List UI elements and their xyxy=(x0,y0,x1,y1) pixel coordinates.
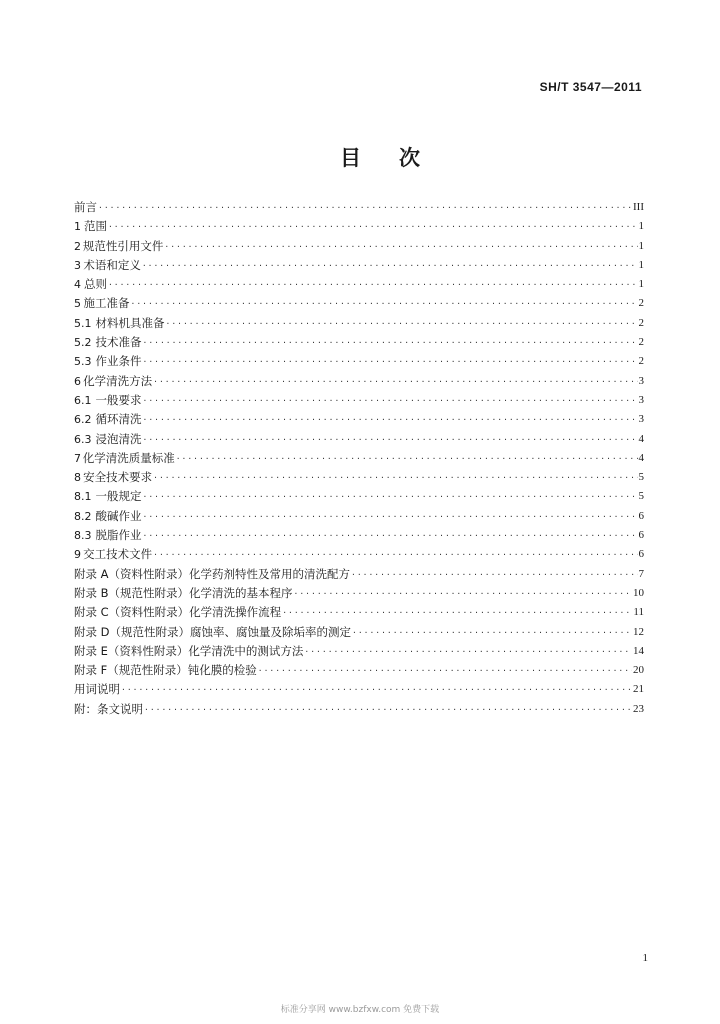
toc-entry-page: 1 xyxy=(638,278,644,291)
toc-entry xyxy=(74,507,644,526)
toc-leader-dots xyxy=(258,661,632,680)
toc-leader-dots xyxy=(153,545,637,564)
toc-entry xyxy=(74,603,644,622)
toc-entry xyxy=(74,642,644,661)
toc-entry-page: 2 xyxy=(638,355,644,368)
toc-entry-label: 附录 B（规范性附录）化学清洗的基本程序 xyxy=(74,585,293,600)
toc-entry-page: 5 xyxy=(638,490,644,503)
toc-entry-page: 6 xyxy=(638,529,644,542)
toc-entry-number: 8.1 xyxy=(74,490,92,504)
toc-leader-dots xyxy=(294,584,632,603)
toc-leader-dots xyxy=(153,372,637,391)
toc-entry-label: 施工准备 xyxy=(83,296,130,311)
toc-entry-page: 2 xyxy=(638,297,644,310)
toc-leader-dots xyxy=(143,487,638,506)
toc-entry-number: 8.3 xyxy=(74,529,92,543)
toc-entry xyxy=(74,565,644,584)
toc-entry xyxy=(74,314,644,333)
toc-entry xyxy=(74,256,644,275)
toc-entry-label: 附录 A（资料性附录）化学药剂特性及常用的清洗配方 xyxy=(74,566,351,581)
toc-entry-number: 2 xyxy=(74,239,81,253)
toc-entry xyxy=(74,333,644,352)
toc-entry-page: 10 xyxy=(633,586,644,599)
toc-leader-dots xyxy=(108,275,638,294)
toc-entry-number: 9 xyxy=(74,548,81,562)
toc-entry-number: 8 xyxy=(74,471,81,485)
toc-leader-dots xyxy=(121,680,632,699)
standard-code: SH/T 3547—2011 xyxy=(539,80,642,94)
toc-entry xyxy=(74,352,644,371)
toc-entry-label: 安全技术要求 xyxy=(83,470,153,485)
page-title xyxy=(0,142,720,172)
toc-entry xyxy=(74,661,644,680)
toc-entry-number: 6 xyxy=(74,374,81,388)
toc-entry-label: 附录 E（资料性附录）化学清洗中的测试方法 xyxy=(74,643,304,658)
toc-entry-page: 2 xyxy=(638,336,644,349)
toc-entry-label: 循环清洗 xyxy=(95,412,142,427)
toc-entry-label: 附录 C（资料性附录）化学清洗操作流程 xyxy=(74,605,282,620)
toc-entry-number: 5.2 xyxy=(74,336,92,350)
toc-entry-page: 6 xyxy=(638,548,644,561)
toc-entry xyxy=(74,449,644,468)
toc-entry xyxy=(74,700,644,719)
toc-entry-label: 一般规定 xyxy=(95,489,142,504)
toc-entry-number: 7 xyxy=(74,451,81,465)
toc-entry-page: 4 xyxy=(638,451,644,464)
toc-entry-label: 化学清洗方法 xyxy=(83,373,153,388)
title-char-1: 目 xyxy=(340,146,361,170)
toc-leader-dots xyxy=(142,256,638,275)
toc-entry xyxy=(74,526,644,545)
toc-entry-label: 交工技术文件 xyxy=(83,547,153,562)
toc-leader-dots xyxy=(351,565,637,584)
toc-entry-page: III xyxy=(633,201,644,213)
title-char-2: 次 xyxy=(399,146,420,170)
toc-entry-number: 1 xyxy=(74,220,81,234)
toc-entry-page: 20 xyxy=(633,664,644,677)
toc-entry xyxy=(74,680,644,699)
toc-entry-number: 6.3 xyxy=(74,432,92,446)
toc-entry-page: 21 xyxy=(633,683,644,696)
toc-leader-dots xyxy=(164,237,637,256)
toc-entry-page: 4 xyxy=(638,432,644,445)
watermark-text: 标准分享网 www.bzfxw.com 免费下载 xyxy=(280,1005,440,1015)
toc-entry xyxy=(74,294,644,313)
toc-leader-dots xyxy=(304,642,632,661)
toc-entry-label: 范围 xyxy=(83,219,107,234)
toc-leader-dots xyxy=(166,314,638,333)
toc-entry-label: 技术准备 xyxy=(95,335,142,350)
toc-leader-dots xyxy=(143,526,638,545)
toc-entry-page: 7 xyxy=(638,567,644,580)
toc-entry-label: 附录 F（规范性附录）钝化膜的检验 xyxy=(74,663,257,678)
toc-entry-page: 14 xyxy=(633,644,644,657)
toc-leader-dots xyxy=(176,449,638,468)
toc-entry-label: 脱脂作业 xyxy=(95,528,142,543)
toc-entry-page: 3 xyxy=(638,374,644,387)
toc-entry xyxy=(74,198,644,217)
toc-entry-number: 5 xyxy=(74,297,81,311)
toc-entry-page: 3 xyxy=(638,413,644,426)
toc-entry-label: 术语和定义 xyxy=(83,257,141,272)
toc-leader-dots xyxy=(143,333,638,352)
toc-entry xyxy=(74,217,644,236)
toc-entry xyxy=(74,237,644,256)
toc-entry-number: 6.2 xyxy=(74,413,92,427)
toc-entry-label: 材料机具准备 xyxy=(95,315,165,330)
toc-entry-label: 规范性引用文件 xyxy=(82,238,164,253)
toc-entry-label: 浸泡清洗 xyxy=(95,431,142,446)
toc-entry xyxy=(74,275,644,294)
toc-leader-dots xyxy=(143,352,638,371)
page-number: 1 xyxy=(642,952,648,964)
toc-leader-dots xyxy=(143,507,638,526)
toc-entry-page: 1 xyxy=(638,258,644,271)
toc-leader-dots xyxy=(143,410,638,429)
toc-entry-page: 11 xyxy=(633,606,644,619)
toc-entry-label: 化学清洗质量标准 xyxy=(82,450,175,465)
toc-entry xyxy=(74,545,644,564)
toc-entry xyxy=(74,468,644,487)
toc-entry-page: 6 xyxy=(638,509,644,522)
toc-entry-label: 作业条件 xyxy=(95,354,142,369)
toc-entry-page: 1 xyxy=(638,239,644,252)
toc-entry-page: 5 xyxy=(638,471,644,484)
toc-entry-page: 12 xyxy=(633,625,644,638)
toc-leader-dots xyxy=(131,294,638,313)
toc-entry-page: 3 xyxy=(638,393,644,406)
toc-leader-dots xyxy=(144,700,632,719)
toc-entry-number: 5.3 xyxy=(74,355,92,369)
toc-entry xyxy=(74,372,644,391)
toc-entry xyxy=(74,391,644,410)
toc-entry xyxy=(74,623,644,642)
toc-entry-number: 8.2 xyxy=(74,509,92,523)
toc-leader-dots xyxy=(98,198,632,217)
toc-leader-dots xyxy=(153,468,637,487)
toc-entry-label: 一般要求 xyxy=(95,392,142,407)
toc-entry xyxy=(74,410,644,429)
toc-entry-page: 1 xyxy=(638,220,644,233)
toc-entry-label: 总则 xyxy=(83,277,107,292)
toc-leader-dots xyxy=(352,623,632,642)
toc-entry-page: 2 xyxy=(638,316,644,329)
toc-entry-number: 5.1 xyxy=(74,316,92,330)
toc-entry xyxy=(74,487,644,506)
toc-entry-label: 酸碱作业 xyxy=(95,508,142,523)
toc-entry-page: 23 xyxy=(633,702,644,715)
toc-entry-number: 6.1 xyxy=(74,393,92,407)
toc-entry xyxy=(74,430,644,449)
toc-entry-label: 用词说明 xyxy=(74,682,120,697)
toc-leader-dots xyxy=(143,391,638,410)
toc-entry-label: 附：条文说明 xyxy=(74,701,143,716)
toc-entry-number: 3 xyxy=(74,258,81,272)
toc-leader-dots xyxy=(282,603,632,622)
table-of-contents xyxy=(74,198,644,719)
toc-leader-dots xyxy=(108,217,638,236)
toc-entry-number: 4 xyxy=(74,278,81,292)
toc-entry-label: 前言 xyxy=(74,200,97,214)
toc-entry-label: 附录 D（规范性附录）腐蚀率、腐蚀量及除垢率的测定 xyxy=(74,624,352,639)
toc-leader-dots xyxy=(143,430,638,449)
toc-entry xyxy=(74,584,644,603)
